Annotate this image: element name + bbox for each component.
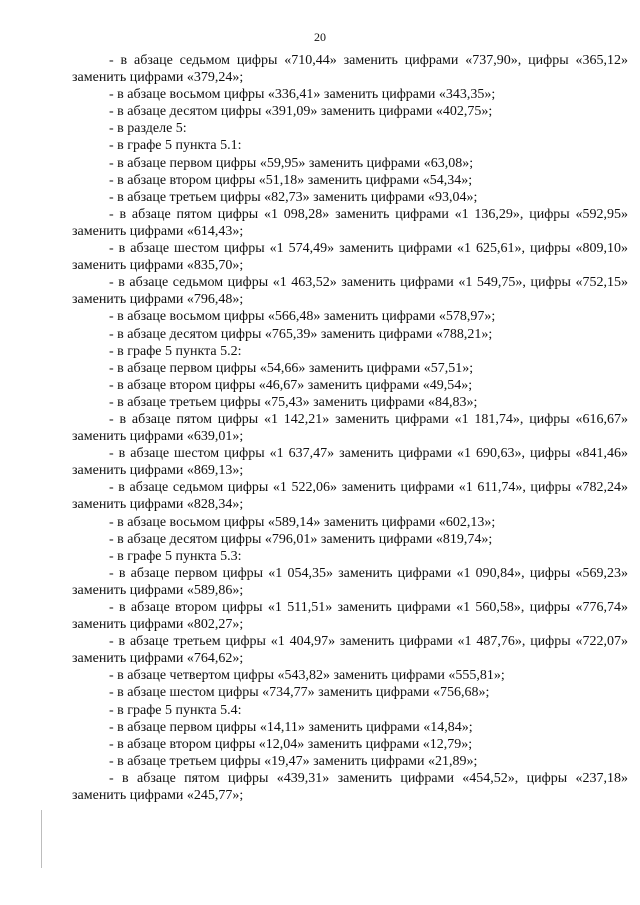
scan-edge-mark [41,810,42,868]
paragraph: - в графе 5 пункта 5.3: [109,548,242,564]
paragraph: - в абзаце шестом цифры «1 637,47» заменить цифрами «1 690,63», цифры «841,46» заменить цифрами «869,13»; [72,446,628,479]
paragraph: - в абзаце втором цифры «12,04» заменить цифрами «12,79»; [109,736,473,752]
paragraph: - в графе 5 пункта 5.1: [109,138,242,154]
paragraph: - в абзаце пятом цифры «439,31» заменить цифрами «454,52», цифры «237,18» заменить цифрами «245,77»; [72,770,628,804]
paragraph: - в абзаце первом цифры «59,95» заменить цифрами «63,08»; [109,155,474,171]
paragraph: - в абзаце шестом цифры «1 574,49» заменить цифрами «1 625,61», цифры «809,10» заменить цифрами «835,70»; [72,241,628,274]
paragraph: - в абзаце первом цифры «1 054,35» заменить цифрами «1 090,84», цифры «569,23» заменить цифрами «589,86»; [72,565,628,598]
paragraph: - в абзаце пятом цифры «1 142,21» заменить цифрами «1 181,74», цифры «616,67» заменить цифрами «639,01»; [72,411,628,445]
document-body [72,52,628,804]
paragraph: - в абзаце втором цифры «1 511,51» заменить цифрами «1 560,58», цифры «776,74» заменить цифрами «802,27»; [72,600,628,633]
paragraph: - в абзаце третьем цифры «75,43» заменить цифрами «84,83»; [109,394,478,410]
paragraph: - в абзаце восьмом цифры «589,14» заменить цифрами «602,13»; [109,514,496,530]
paragraph: - в абзаце десятом цифры «796,01» заменить цифрами «819,74»; [109,531,493,547]
paragraph: - в абзаце втором цифры «46,67» заменить цифрами «49,54»; [109,377,473,393]
paragraph: - в абзаце десятом цифры «391,09» заменить цифрами «402,75»; [109,104,493,120]
paragraph: - в графе 5 пункта 5.4: [109,702,242,718]
paragraph: - в абзаце третьем цифры «82,73» заменить цифрами «93,04»; [109,189,478,205]
paragraph: - в абзаце третьем цифры «19,47» заменить цифрами «21,89»; [109,753,478,769]
paragraph: - в абзаце восьмом цифры «566,48» заменить цифрами «578,97»; [109,309,496,325]
paragraph: - в разделе 5: [109,121,187,137]
paragraph: - в абзаце втором цифры «51,18» заменить цифрами «54,34»; [109,172,473,188]
paragraph: - в абзаце шестом цифры «734,77» заменить цифрами «756,68»; [109,685,490,701]
page-number: 20 [314,30,326,44]
paragraph: - в абзаце седьмом цифры «710,44» заменить цифрами «737,90», цифры «365,12» заменить цифрами «379,24»; [72,53,628,86]
paragraph: - в графе 5 пункта 5.2: [109,343,242,359]
paragraph: - в абзаце первом цифры «54,66» заменить цифрами «57,51»; [109,360,474,376]
paragraph: - в абзаце пятом цифры «1 098,28» заменить цифрами «1 136,29», цифры «592,95» заменить цифрами «614,43»; [72,206,628,239]
paragraph: - в абзаце седьмом цифры «1 522,06» заменить цифрами «1 611,74», цифры «782,24» заменить цифрами «828,34»; [72,480,628,513]
paragraph: - в абзаце первом цифры «14,11» заменить цифрами «14,84»; [109,719,473,735]
paragraph: - в абзаце четвертом цифры «543,82» заменить цифрами «555,81»; [109,668,505,684]
paragraph: - в абзаце восьмом цифры «336,41» заменить цифрами «343,35»; [109,87,496,103]
paragraph: - в абзаце третьем цифры «1 404,97» заменить цифрами «1 487,76», цифры «722,07» заменить цифрами «764,62»; [72,634,628,667]
paragraph: - в абзаце десятом цифры «765,39» заменить цифрами «788,21»; [109,326,493,342]
paragraph: - в абзаце седьмом цифры «1 463,52» заменить цифрами «1 549,75», цифры «752,15» заменить цифрами «796,48»; [72,275,628,308]
